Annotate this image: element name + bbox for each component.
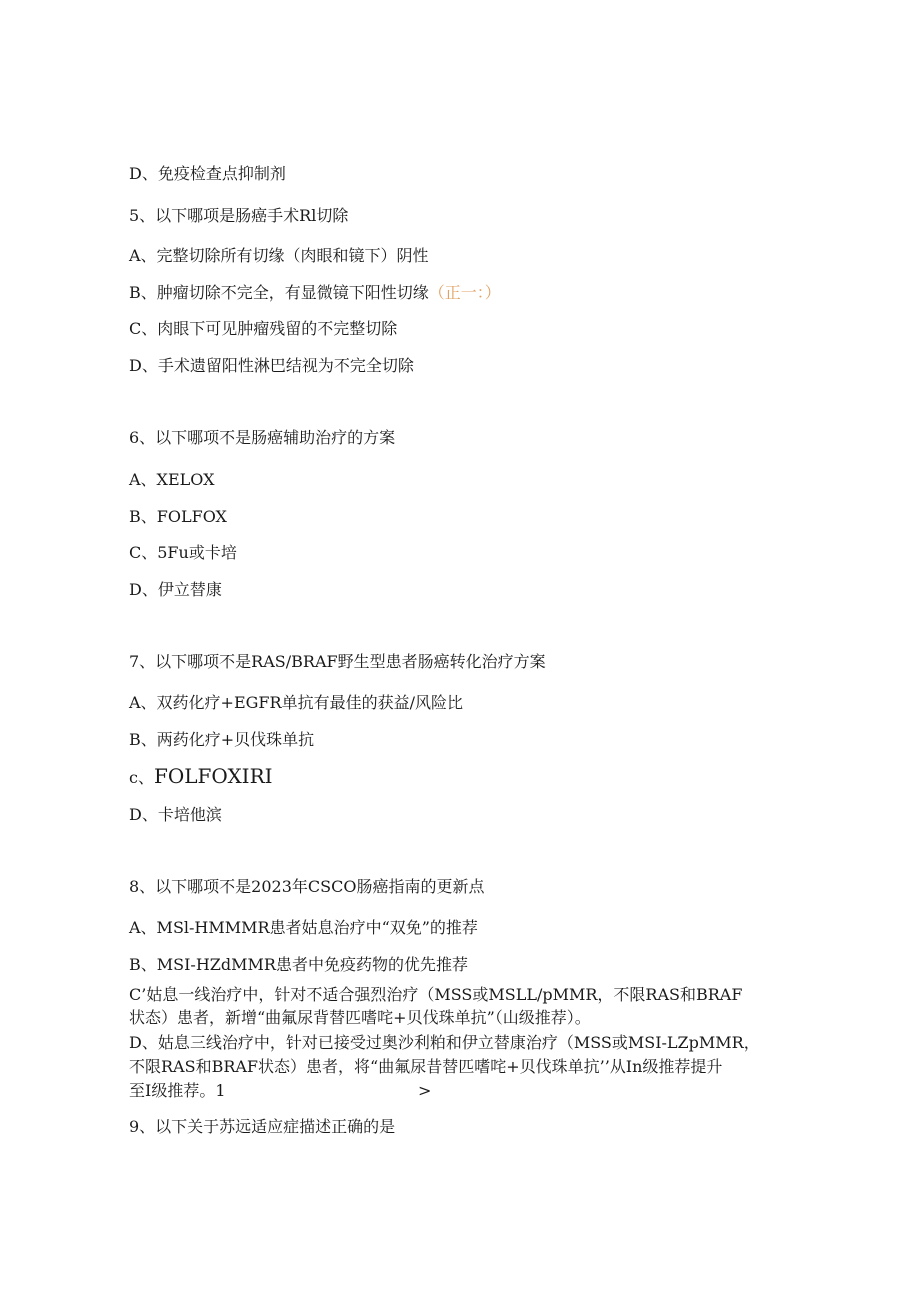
answer-note: （正一：） bbox=[428, 283, 501, 302]
option-d-q7: D、卡培他滨 bbox=[129, 805, 222, 824]
option-a-q5: A、完整切除所有切缘（肉眼和镜下）阴性 bbox=[129, 246, 429, 265]
option-a-q7: A、双药化疗+EGFR单抗有最佳的获益/风险比 bbox=[129, 693, 463, 712]
option-d-q8-line2: 不限RAS和BRAF状态）患者，将“曲氟尿昔替匹嗜咤+贝伐珠单抗’’从In级推荐提升 bbox=[129, 1057, 723, 1076]
question-7: 7、以下哪项不是RAS/BRAF野生型患者肠癌转化治疗方案 bbox=[129, 652, 546, 671]
option-b-q5-text: B、肿瘤切除不完全，有显微镜下阳性切缘 bbox=[129, 283, 429, 302]
question-6: 6、以下哪项不是肠癌辅助治疗的方案 bbox=[129, 428, 396, 447]
option-c-q5: C、肉眼下可见肿瘤残留的不完整切除 bbox=[129, 319, 398, 338]
option-d-q4: D、免疫检查点抑制剂 bbox=[129, 164, 286, 183]
option-c-q8-line1: C’姑息一线治疗中，针对不适合强烈治疗（MSS或MSLL/pMMR，不限RAS和BRAF bbox=[129, 985, 743, 1004]
option-d-q8-line3: 至I级推荐。1 bbox=[129, 1081, 226, 1100]
option-b-q6: B、FOLFOX bbox=[129, 507, 227, 526]
option-a-q8: A、MSl-HMMMR患者姑息治疗中“双免”的推荐 bbox=[129, 918, 478, 937]
option-d-q5: D、手术遗留阳性淋巴结视为不完全切除 bbox=[129, 356, 414, 375]
option-b-q5 bbox=[129, 282, 501, 304]
option-c-q8-line2: 状态）患者，新增“曲氟尿背替匹嗜咤+贝伐珠单抗”（山级推荐）。 bbox=[129, 1008, 591, 1027]
option-c-q7-text: FOLFOXIRI bbox=[153, 764, 273, 788]
option-c-q7 bbox=[129, 765, 273, 789]
question-5: 5、以下哪项是肠癌手术Rl切除 bbox=[129, 206, 349, 225]
option-c-q6: C、5Fu或卡培 bbox=[129, 543, 237, 562]
question-8: 8、以下哪项不是2023年CSCO肠癌指南的更新点 bbox=[129, 877, 485, 896]
question-9: 9、以下关于苏远适应症描述正确的是 bbox=[129, 1117, 396, 1136]
option-b-q7: B、两药化疗+贝伐珠单抗 bbox=[129, 730, 315, 749]
option-d-q6: D、伊立替康 bbox=[129, 580, 222, 599]
stray-mark: > bbox=[418, 1081, 432, 1100]
option-a-q6: A、XELOX bbox=[129, 470, 215, 489]
option-c-q7-prefix: c、 bbox=[129, 768, 154, 787]
option-d-q8-line1: D、姑息三线治疗中，针对已接受过奥沙利粕和伊立替康治疗（MSS或MSI-LZpMMR， bbox=[129, 1033, 760, 1052]
option-b-q8: B、MSI-HZdMMR患者中免疫药物的优先推荐 bbox=[129, 955, 468, 974]
